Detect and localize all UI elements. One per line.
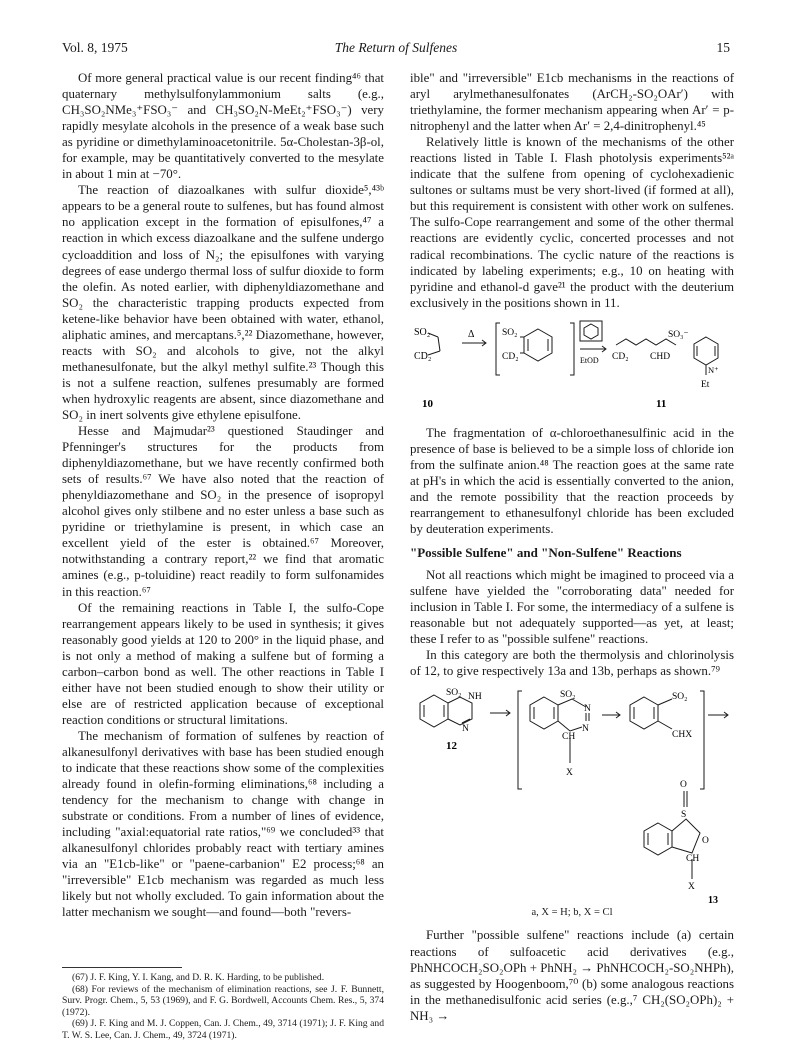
x-label: X [566, 768, 573, 779]
scheme-caption: a, X = H; b, X = Cl [531, 907, 613, 919]
footnotes [62, 967, 384, 1042]
footnote: (67) J. F. King, Y. I. Kang, and D. R. K. Harding, to be published. [72, 972, 325, 983]
n-label: N [584, 704, 591, 715]
running-title: The Return of Sulfenes [334, 40, 458, 55]
paragraph: Of more general practical value is our recent finding⁴⁶ that quaternary methylsulfonylammonium salts (e.g., CH₃SO₂NMe₃⁺FSO₃⁻ and CH₃SO₂N-MeEt₂⁺FSO₃⁻) very rapidly mesylate alcohols in the presence of a weak base such as pyridine or dimethylaminoacetonitrile. 5α-Cholestan-3β-ol, for example, may be quantitatively converted to the mesylate in about 1 min at −70°. [62, 71, 384, 182]
left-column [62, 70, 384, 920]
oxygen-label: O [702, 836, 709, 847]
scheme-benzothiazine [410, 683, 734, 903]
nh-label: NH [468, 692, 482, 703]
footnote-rule [62, 967, 182, 968]
so2-label: SO₂ [414, 326, 431, 338]
paragraph: Relatively little is known of the mechanisms of the other reactions listed in Table I. Flash photolysis experiments⁵²ᵃ indicate that the sulfene from opening of cyclohexadienic sultones or sultams must be very short-lived (if formed at all), but this requirement is consistent with other work on sulfenes. The sulfo-Cope rearrangement and some of the other thermal reactions are evidently cyclic, concerted processes and not radical recombinations. The cyclic nature of the reactions is indicated by labeling experiments; e.g., 10 on heating with pyridine and ethanol-d gave²¹ the product with the deuterium exclusively in the positions shown in 11. [410, 135, 734, 310]
x-label: X [688, 882, 695, 893]
paragraph: Not all reactions which might be imagined to proceed via a sulfene have yielded the "corroborating data" needed for inclusion in Table I. For some, the intermediacy of a sulfene is reasonable but not adequately supported—as yet, at least; these I refer to as "possible sulfene" reactions. [410, 568, 734, 647]
footnote: (69) J. F. King and M. J. Coppen, Can. J. Chem., 49, 3714 (1971); J. F. King and T. W. S. Lee, Can. J. Chem., 49, 3724 (1971). [62, 1018, 384, 1041]
so2-label: SO₂ [502, 327, 518, 338]
etod-label: EtOD [580, 355, 599, 365]
ch-label: CH [562, 732, 576, 743]
chd-label: CHD [650, 351, 671, 362]
right-column [410, 70, 734, 1024]
so2-label: SO₂ [446, 688, 462, 699]
compound-number: 13 [708, 895, 718, 904]
ethyl-label: Et [701, 379, 710, 390]
compound-number: 11 [656, 397, 667, 410]
heat-label: Δ [468, 328, 475, 340]
paragraph: ible" and "irreversible" E1cb mechanisms in the reactions of aryl arylmethanesulfonates (ArCH₂-SO₂OAr′) with triethylamine, the former mechanism appearing when Ar′ = p-nitrophenyl and the latter when Ar′ = 2,4-dinitrophenyl.⁴⁵ [410, 71, 734, 134]
sulfur-label: S [681, 810, 687, 821]
ch-label: CH [686, 854, 700, 865]
paragraph: Hesse and Majmudar²³ questioned Staudinger and Pfenninger's structures for the products from diphenyldiazomethane, but we have recently confirmed both sets of results.⁶⁷ We have also noted that the reaction of phenyldiazomethane and SO₂ in the presence of isopropyl alcohol gives only stilbene and no ester unless a base such as pyridine or triethylamine is present, in which case an excellent yield of the ester is obtained.⁶⁷ Moreover, notwithstanding a contrary report,²² we find that aromatic amines (e.g., p-toluidine) react readily to form sulfonamides in this reaction.⁶⁷ [62, 424, 384, 599]
chx-label: CHX [672, 730, 693, 741]
volume-year: Vol. 8, 1975 [62, 40, 128, 55]
so3-label: SO₃⁻ [668, 329, 689, 340]
scheme-sulfo-cope [410, 315, 734, 421]
n-label: N [582, 724, 589, 735]
running-header [62, 40, 730, 58]
so2-label: SO₂ [560, 690, 576, 701]
paragraph: The mechanism of formation of sulfenes by reaction of alkanesulfonyl derivatives with base has been studied enough to indicate that these reactions show some of the complexities already found in olefin-forming eliminations,⁶⁸ including a tendency for the mechanism to change with change in substrate or conditions. From a number of lines of evidence, including "axial:equatorial rate ratios,"⁶⁹ we concluded³³ that alkanesulfonyl chlorides probably react with tertiary amines via an "E1cb-like" or "paene-carbanion" E2 process;⁶⁸ an "irreversible" E1cb mechanism was regarded as much less likely but not wholly excluded. To gain information about the latter mechanism we sought—and found—both "revers- [62, 728, 384, 920]
cd2-label: CD₂ [502, 351, 519, 362]
cd2-label: CD₂ [612, 351, 629, 362]
paragraph: The reaction of diazoalkanes with sulfur dioxide⁵,⁴³ᵇ appears to be a general route to sulfenes, but has found almost no application except in the formation of episulfones,⁴⁷ a reaction in which excess diazoalkane and the sulfene undergo cycloaddition and loss of N₂; the episulfones with varying degrees of ease undergo thermal loss of sulfur dioxide to form the olefin. As noted earlier, with diphenyldiazomethane and SO₂ the characteristic trapping products expected from ketene-like behavior have been obtained with water, ethanol, aliphatic amines, and mercaptans.⁵,²² Diazomethane, however, reacts with SO₂ and alcohols to give, not the alkyl methanesulfonate, but the alkyl methyl sulfite.²³ Though this is not a sulfene reaction, sulfenes presumably are formed when hydroxylic reagents are absent, since diazomethane and SO₂ in inert solvents give ethylene episulfone. [62, 183, 384, 422]
footnote: (68) For reviews of the mechanism of elimination reactions, see J. F. Bunnett, Surv. Progr. Chem., 5, 53 (1969), and F. G. Bordwell, Accounts Chem. Res., 5, 374 (1972). [62, 983, 384, 1018]
compound-number: 12 [446, 740, 457, 753]
section-heading: "Possible Sulfene" and "Non-Sulfene" Reactions [410, 545, 682, 561]
cd2-label: CD₂ [414, 350, 432, 362]
so2-label: SO₂ [672, 692, 688, 703]
page-number: 15 [716, 40, 730, 55]
paragraph: Further "possible sulfene" reactions include (a) certain reactions of sulfoacetic acid derivatives (e.g., PhNHCOCH₂SO₂OPh + PhNH₂ → PhNHCOCH₂-SO₂NHPh), as suggested by Hoogenboom,⁷⁰ (b) some analogous reactions in the methanedisulfonic acid series (e.g.,⁷ CH₂(SO₂OPh)₂ + NH₃ → [410, 928, 734, 1023]
compound-number: 10 [422, 397, 433, 410]
oxygen-label: O [680, 780, 687, 791]
n-label: N [462, 724, 469, 735]
paragraph: In this category are both the thermolysis and chlorinolysis of 12, to give respectively 13a and 13b, perhaps as shown.⁷⁹ [410, 648, 734, 679]
paragraph: The fragmentation of α-chloroethanesulfinic acid in the presence of base is believed to be a simple loss of chloride ion from the sulfinate anion.⁴⁸ The reaction goes at the same rate at pH's in which the acid is essentially converted to the anion, and the remote possibility that the reaction proceeds by rearrangement to ethanesulfonyl chloride has been excluded by deuteration experiments. [410, 425, 734, 536]
paragraph: Of the remaining reactions in Table I, the sulfo-Cope rearrangement appears likely to be used in synthesis; it gives reasonably good yields at 120 to 200° in the liquid phase, and is not only a method of making a sulfene but of forming a carbon–carbon bond as well. The other reactions in Table I either have not been studied enough to show their utility or else are of restricted application because of exceptional reaction conditions or structural limitations. [62, 600, 384, 727]
nplus-label: N⁺ [708, 364, 719, 375]
